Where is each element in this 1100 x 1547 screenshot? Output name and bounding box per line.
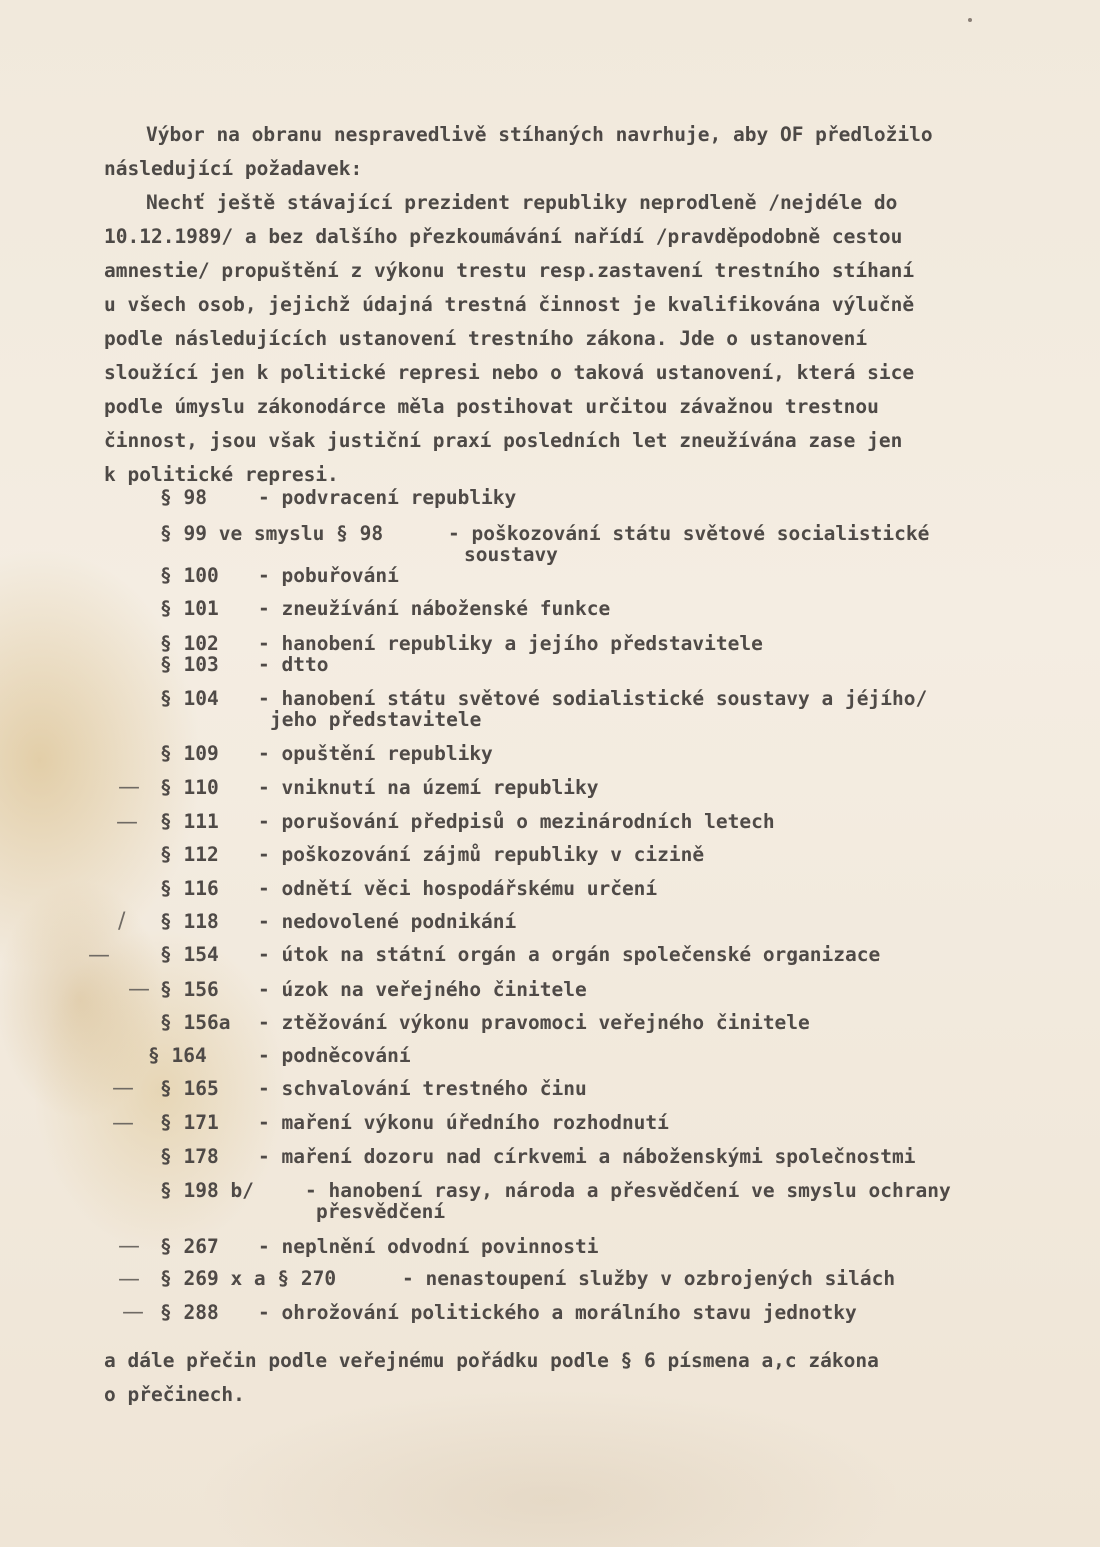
law-item-100 (160, 565, 399, 587)
law-item-165 (160, 1078, 587, 1100)
intro-line: 10.12.1989/ a bez dalšího přezkoumávání nařídí /pravděpodobně cestou (104, 225, 903, 248)
section-number: § 171 (160, 1111, 219, 1134)
handwritten-dash-mark: — (122, 1300, 144, 1325)
handwritten-dash-mark: / (118, 909, 126, 934)
section-description: - zneužívání náboženské funkce (258, 597, 611, 620)
law-item-112 (160, 844, 704, 866)
section-description: - hanobení rasy, národa a přesvědčení ve smyslu ochrany (305, 1179, 951, 1202)
law-item-178 (160, 1146, 915, 1168)
handwritten-dash-mark: — (112, 1111, 134, 1136)
law-item-198b (160, 1180, 951, 1202)
closing-line: a dále přečin podle veřejnému pořádku podle § 6 písmena a,c zákona (104, 1349, 879, 1372)
section-number: § 156a (160, 1011, 231, 1034)
law-item-116 (160, 878, 657, 900)
section-description: - schvalování trestného činu (258, 1077, 587, 1100)
law-item-198b-continuation: přesvědčení (316, 1200, 446, 1223)
section-description: - podvracení republiky (258, 486, 517, 509)
section-number: § 116 (160, 877, 219, 900)
section-description: - nenastoupení služby v ozbrojených silách (402, 1267, 896, 1290)
section-description: - neplnění odvodní povinnosti (258, 1235, 599, 1258)
section-description: - poškozování státu světové socialistické (448, 522, 930, 545)
law-item-118 (160, 911, 516, 933)
handwritten-dash-mark: — (112, 1076, 134, 1101)
section-description: - poškozování zájmů republiky v cizině (258, 843, 705, 866)
section-number: § 198 b/ (160, 1179, 254, 1202)
law-item-98 (160, 487, 516, 509)
law-item-99-continuation: soustavy (464, 543, 558, 566)
law-item-156 (160, 979, 587, 1001)
section-description: - dtto (258, 653, 329, 676)
section-number: § 109 (160, 742, 219, 765)
intro-paragraph (104, 118, 1054, 492)
section-description: - vniknutí na území republiky (258, 776, 599, 799)
law-item-99 (160, 523, 929, 545)
law-item-269-270 (160, 1268, 895, 1290)
intro-line: Nechť ještě stávající prezident republiky neprodleně /nejdéle do (146, 191, 898, 214)
handwritten-dash-mark: — (118, 1234, 140, 1259)
section-description: - nedovolené podnikání (258, 910, 517, 933)
section-number: § 118 (160, 910, 219, 933)
section-description: - hanobení státu světové sodialistické soustavy a jéjího/ (258, 687, 928, 710)
section-number: § 164 (148, 1044, 207, 1067)
intro-line: následující požadavek: (104, 157, 363, 180)
section-number: § 154 (160, 943, 219, 966)
section-description: - ohrožování politického a morálního stavu jednotky (258, 1301, 857, 1324)
section-number: § 101 (160, 597, 219, 620)
section-description: - podněcování (258, 1044, 411, 1067)
section-number: § 165 (160, 1077, 219, 1100)
intro-line: Výbor na obranu nespravedlivě stíhaných navrhuje, aby OF předložilo (146, 123, 933, 146)
handwritten-dash-mark: — (128, 977, 150, 1002)
law-item-102 (160, 633, 763, 655)
section-number: § 103 (160, 653, 219, 676)
section-description: - porušování předpisů o mezinárodních letech (258, 810, 775, 833)
law-item-110 (160, 777, 598, 799)
handwritten-dash-mark: — (88, 943, 110, 968)
intro-line: činnost, jsou však justiční praxí posledních let zneužívána zase jen (104, 429, 903, 452)
intro-line: podle úmyslu zákonodárce měla postihovat určitou závažnou trestnou (104, 395, 879, 418)
law-item-267 (160, 1236, 598, 1258)
intro-line: podle následujících ustanovení trestního zákona. Jde o ustanovení (104, 327, 868, 350)
handwritten-dash-mark: — (118, 1267, 140, 1292)
section-number: § 99 ve smyslu § 98 (160, 522, 384, 545)
law-item-109 (160, 743, 493, 765)
section-description: - ztěžování výkonu pravomoci veřejného činitele (258, 1011, 810, 1034)
law-item-171 (160, 1112, 669, 1134)
intro-line: amnestie/ propuštění z výkonu trestu resp.zastavení trestního stíhaní (104, 259, 915, 282)
section-number: § 98 (160, 486, 207, 509)
law-item-288 (160, 1302, 857, 1324)
intro-line: sloužící jen k politické represi nebo o taková ustanovení, která sice (104, 361, 915, 384)
section-description: - útok na státní orgán a orgán společenské organizace (258, 943, 881, 966)
section-number: § 100 (160, 564, 219, 587)
section-description: - odnětí věci hospodářskému určení (258, 877, 658, 900)
section-description: - maření výkonu úředního rozhodnutí (258, 1111, 669, 1134)
law-item-101 (160, 598, 610, 620)
law-item-154 (160, 944, 880, 966)
section-description: - opuštění republiky (258, 742, 493, 765)
section-number: § 104 (160, 687, 219, 710)
law-item-164-struck (148, 1045, 411, 1067)
handwritten-dash-mark: — (118, 775, 140, 800)
section-number: § 267 (160, 1235, 219, 1258)
closing-line: o přečinech. (104, 1383, 245, 1406)
section-number: § 178 (160, 1145, 219, 1168)
section-number: § 288 (160, 1301, 219, 1324)
law-item-103 (160, 654, 328, 676)
law-item-104-continuation: jeho představitele (270, 708, 482, 731)
section-description: - maření dozoru nad církvemi a náboženskými společnostmi (258, 1145, 916, 1168)
intro-line: k politické represi. (104, 463, 339, 486)
section-number: § 156 (160, 978, 219, 1001)
section-description: - hanobení republiky a jejího představitele (258, 632, 763, 655)
section-number: § 110 (160, 776, 219, 799)
law-item-104 (160, 688, 927, 710)
section-description: - úzok na veřejného činitele (258, 978, 587, 1001)
section-number: § 102 (160, 632, 219, 655)
law-item-111 (160, 811, 775, 833)
handwritten-dash-mark: — (116, 810, 138, 835)
section-number: § 111 (160, 810, 219, 833)
law-item-156a (160, 1012, 810, 1034)
paper-speck (968, 18, 972, 22)
section-number: § 269 x a § 270 (160, 1267, 337, 1290)
intro-line: u všech osob, jejichž údajná trestná činnost je kvalifikována výlučně (104, 293, 915, 316)
section-description: - pobuřování (258, 564, 399, 587)
section-number: § 112 (160, 843, 219, 866)
closing-paragraph (104, 1344, 1054, 1412)
